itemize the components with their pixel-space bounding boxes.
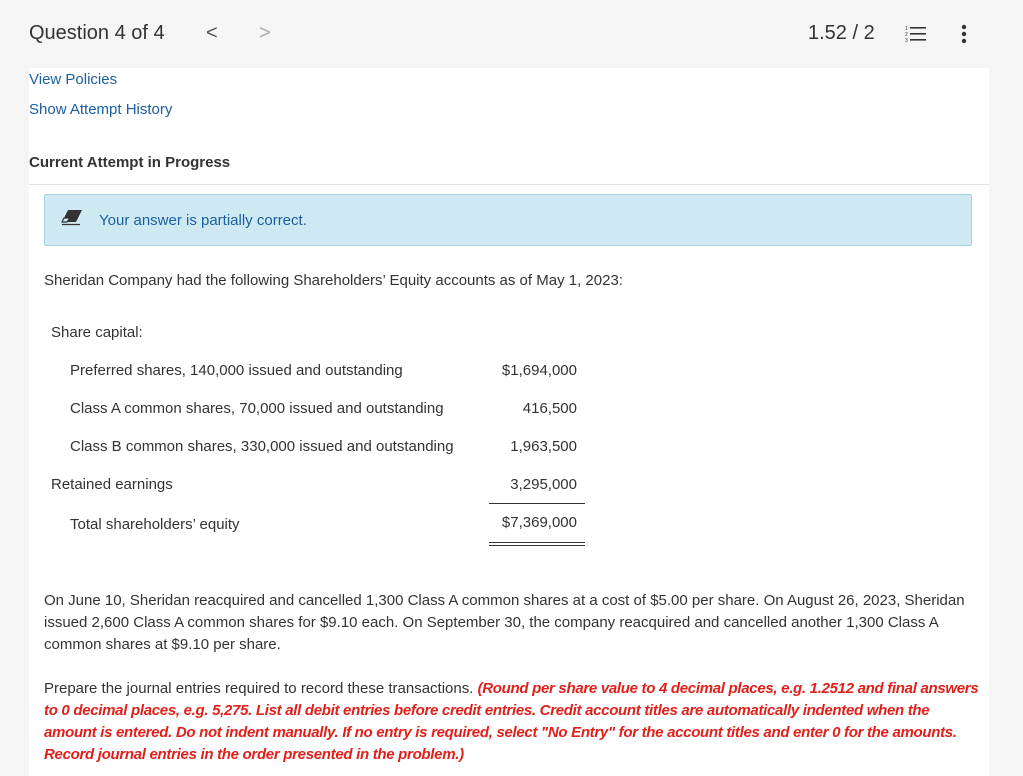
total-equity-amount: $7,369,000: [501, 514, 577, 531]
problem-intro: Sheridan Company had the following Shareholders’ Equity accounts as of May 1, 2023:: [44, 272, 623, 289]
total-double-rule-top: [489, 542, 585, 543]
previous-question-button[interactable]: <: [206, 22, 218, 44]
retained-earnings-amount: 3,295,000: [510, 476, 577, 493]
total-double-rule-bottom: [489, 545, 585, 546]
prepare-text: Prepare the journal entries required to record these transactions.: [44, 680, 474, 697]
eraser-icon: [60, 208, 84, 226]
feedback-text: Your answer is partially correct.: [99, 212, 307, 229]
svg-text:3: 3: [905, 38, 908, 44]
rounding-instructions: (Round per share value to 4 decimal places, e.g. 1.2512 and final answers to 0 decimal places, e.g. 5,275. List all debit entries before credit entries. Credit account titles are automatically indented when the amount is entered. Do not indent manually. If no entry is required, select "No Entry" for the account titles and enter 0 for the amounts. Record journal entries in the order presented in the problem.): [44, 680, 979, 763]
retained-earnings-label: Retained earnings: [51, 476, 173, 493]
more-options-icon[interactable]: [956, 22, 972, 46]
class-b-shares-label: Class B common shares, 330,000 issued and outstanding: [70, 438, 454, 455]
show-attempt-history-link[interactable]: Show Attempt History: [29, 101, 173, 118]
feedback-banner: [44, 194, 972, 246]
share-capital-heading: Share capital:: [51, 324, 143, 341]
view-policies-link[interactable]: View Policies: [29, 71, 118, 88]
class-a-shares-label: Class A common shares, 70,000 issued and outstanding: [70, 400, 444, 417]
question-counter: Question 4 of 4: [29, 22, 165, 44]
preferred-shares-label: Preferred shares, 140,000 issued and outstanding: [70, 362, 403, 379]
subtotal-rule: [489, 503, 585, 504]
svg-text:2: 2: [905, 32, 908, 38]
score-display: 1.52 / 2: [808, 22, 875, 44]
svg-text:1: 1: [905, 26, 908, 32]
instructions-paragraph: [44, 678, 979, 766]
total-equity-label: Total shareholders’ equity: [70, 516, 240, 533]
question-panel: [29, 68, 989, 776]
divider: [29, 184, 989, 185]
attempt-title: Current Attempt in Progress: [29, 154, 231, 171]
class-a-shares-amount: 416,500: [522, 400, 577, 417]
preferred-shares-amount: $1,694,000: [501, 362, 577, 379]
question-list-icon[interactable]: [905, 24, 927, 44]
transactions-text: On June 10, Sheridan reacquired and cancelled 1,300 Class A common shares at a cost of $5.00 per share. On August 26, 2023, Sheridan issued 2,600 Class A common shares for $9.10 each. On September 30, the company reacquired and cancelled another 1,300 Class A common shares at $9.10 per share.: [44, 592, 965, 653]
class-b-shares-amount: 1,963,500: [510, 438, 577, 455]
top-bar: [0, 0, 1023, 68]
next-question-button[interactable]: >: [259, 22, 271, 44]
